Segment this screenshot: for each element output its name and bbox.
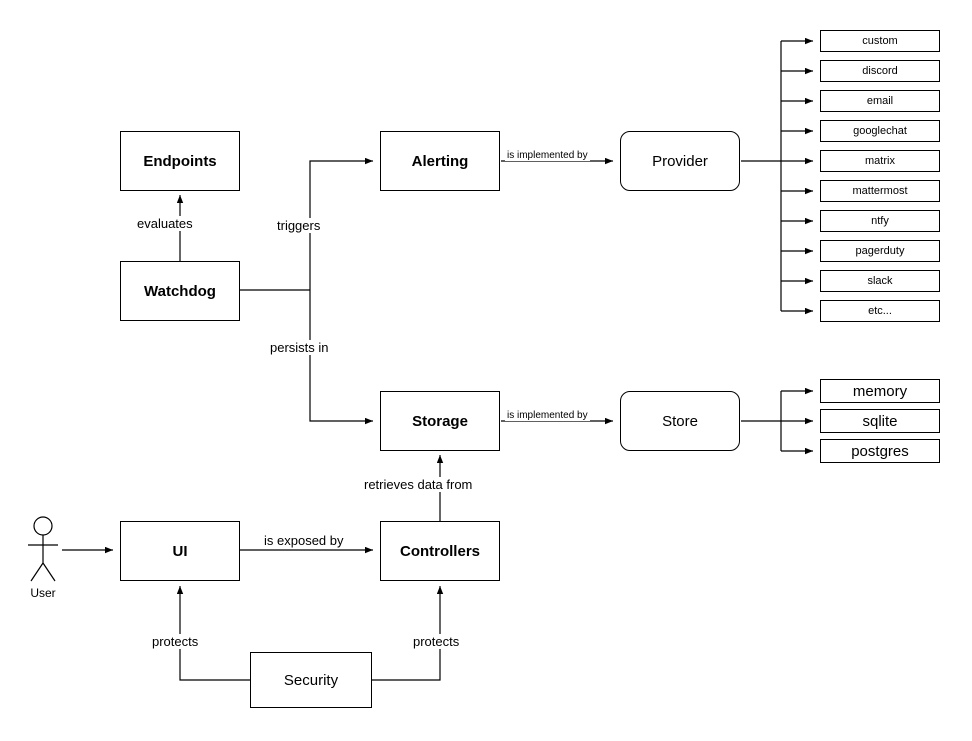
user-actor-label: User xyxy=(30,586,56,600)
node-watchdog[interactable]: Watchdog xyxy=(120,261,240,321)
edge-label-triggers: triggers xyxy=(277,218,321,233)
provider-item-email[interactable]: email xyxy=(820,90,940,112)
edge-label-evaluates: evaluates xyxy=(137,216,193,231)
user-actor-figure xyxy=(28,517,58,581)
node-alerting[interactable]: Alerting xyxy=(380,131,500,191)
provider-item-custom[interactable]: custom xyxy=(820,30,940,52)
provider-item-matrix[interactable]: matrix xyxy=(820,150,940,172)
edge-label-is-exposed-by: is exposed by xyxy=(264,533,344,548)
node-security[interactable]: Security xyxy=(250,652,372,708)
edge-label-protects-ui: protects xyxy=(152,634,199,649)
edge-label-alerting-provider: is implemented by xyxy=(507,150,588,161)
node-provider[interactable]: Provider xyxy=(620,131,740,191)
edge-label-storage-store: is implemented by xyxy=(507,410,588,421)
provider-item-ntfy[interactable]: ntfy xyxy=(820,210,940,232)
edge-label-protects-controllers: protects xyxy=(413,634,460,649)
provider-item-slack[interactable]: slack xyxy=(820,270,940,292)
edge-label-retrieves-data-from: retrieves data from xyxy=(364,477,473,492)
store-item-sqlite[interactable]: sqlite xyxy=(820,409,940,433)
node-store[interactable]: Store xyxy=(620,391,740,451)
provider-item-googlechat[interactable]: googlechat xyxy=(820,120,940,142)
node-storage[interactable]: Storage xyxy=(380,391,500,451)
provider-item-discord[interactable]: discord xyxy=(820,60,940,82)
store-item-postgres[interactable]: postgres xyxy=(820,439,940,463)
node-controllers[interactable]: Controllers xyxy=(380,521,500,581)
provider-item-etc[interactable]: etc... xyxy=(820,300,940,322)
provider-item-mattermost[interactable]: mattermost xyxy=(820,180,940,202)
edge-label-persists-in: persists in xyxy=(270,340,329,355)
node-endpoints[interactable]: Endpoints xyxy=(120,131,240,191)
store-item-memory[interactable]: memory xyxy=(820,379,940,403)
provider-item-pagerduty[interactable]: pagerduty xyxy=(820,240,940,262)
node-ui[interactable]: UI xyxy=(120,521,240,581)
